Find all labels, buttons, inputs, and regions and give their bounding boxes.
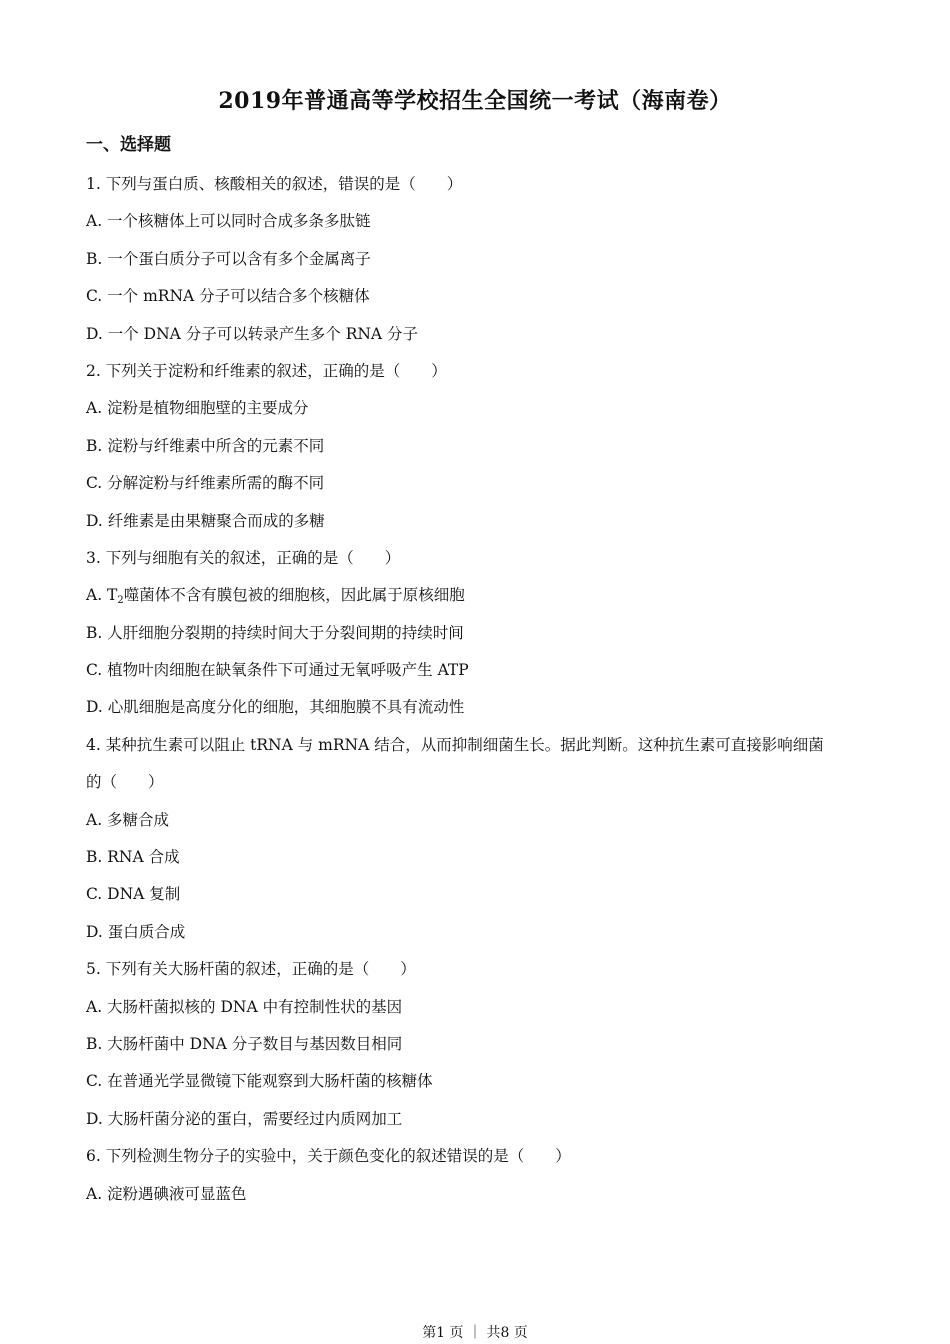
question-4-option-c: C. DNA 复制 [86, 885, 181, 904]
question-2-option-a: A. 淀粉是植物细胞壁的主要成分 [86, 399, 309, 418]
question-1-option-d: D. 一个 DNA 分子可以转录产生多个 RNA 分子 [86, 324, 419, 343]
question-3-option-d: D. 心肌细胞是高度分化的细胞，其细胞膜不具有流动性 [86, 698, 465, 717]
question-4-stem-line-1: 4. 某种抗生素可以阻止 tRNA 与 mRNA 结合，从而抑制细菌生长。据此判断。这种抗生素可直接影响细菌 [86, 735, 824, 754]
question-5-option-b: B. 大肠杆菌中 DNA 分子数目与基因数目相同 [86, 1034, 403, 1053]
question-1-option-c: C. 一个 mRNA 分子可以结合多个核糖体 [86, 287, 370, 306]
question-4-option-a: A. 多糖合成 [86, 810, 170, 829]
question-5-option-a: A. 大肠杆菌拟核的 DNA 中有控制性状的基因 [86, 997, 403, 1016]
question-2-option-c: C. 分解淀粉与纤维素所需的酶不同 [86, 474, 325, 493]
question-5-option-c: C. 在普通光学显微镜下能观察到大肠杆菌的核糖体 [86, 1072, 433, 1091]
question-1-option-a: A. 一个核糖体上可以同时合成多条多肽链 [86, 212, 371, 231]
question-3-option-a [86, 577, 876, 614]
question-6-option-a: A. 淀粉遇碘液可显蓝色 [86, 1184, 247, 1203]
question-3-stem: 3. 下列与细胞有关的叙述，正确的是（ ） [86, 548, 401, 567]
page-title: 2019年普通高等学校招生全国统一考试（海南卷） [218, 88, 732, 114]
question-3-option-a-subscript: 2 [117, 595, 124, 607]
question-3-option-a-text: 噬菌体不含有膜包被的细胞核，因此属于原核细胞 [123, 586, 465, 605]
question-6-stem: 6. 下列检测生物分子的实验中，关于颜色变化的叙述错误的是（ ） [86, 1147, 571, 1166]
question-3-option-b: B. 人肝细胞分裂期的持续时间大于分裂间期的持续时间 [86, 623, 464, 642]
question-2-option-d: D. 纤维素是由果糖聚合而成的多糖 [86, 511, 325, 530]
question-1-stem: 1. 下列与蛋白质、核酸相关的叙述，错误的是（ ） [86, 175, 463, 193]
question-4-option-b: B. RNA 合成 [86, 848, 180, 867]
section-heading: 一、选择题 [86, 135, 171, 155]
question-list [86, 166, 876, 1213]
question-5-option-d: D. 大肠杆菌分泌的蛋白，需要经过内质网加工 [86, 1109, 403, 1128]
question-4-stem-line-2: 的（ ） [86, 773, 164, 792]
question-2-option-b: B. 淀粉与纤维素中所含的元素不同 [86, 436, 325, 455]
question-1-option-b: B. 一个蛋白质分子可以含有多个金属离子 [86, 249, 371, 268]
question-3-option-a-prefix: A. T [86, 586, 118, 605]
question-4-option-d: D. 蛋白质合成 [86, 922, 186, 941]
question-3-option-c: C. 植物叶肉细胞在缺氧条件下可通过无氧呼吸产生 ATP [86, 661, 469, 680]
question-2-stem: 2. 下列关于淀粉和纤维素的叙述，正确的是（ ） [86, 361, 447, 380]
page-footer: 第1 页 ｜ 共8 页 [422, 1325, 528, 1341]
question-5-stem: 5. 下列有关大肠杆菌的叙述，正确的是（ ） [86, 960, 416, 979]
